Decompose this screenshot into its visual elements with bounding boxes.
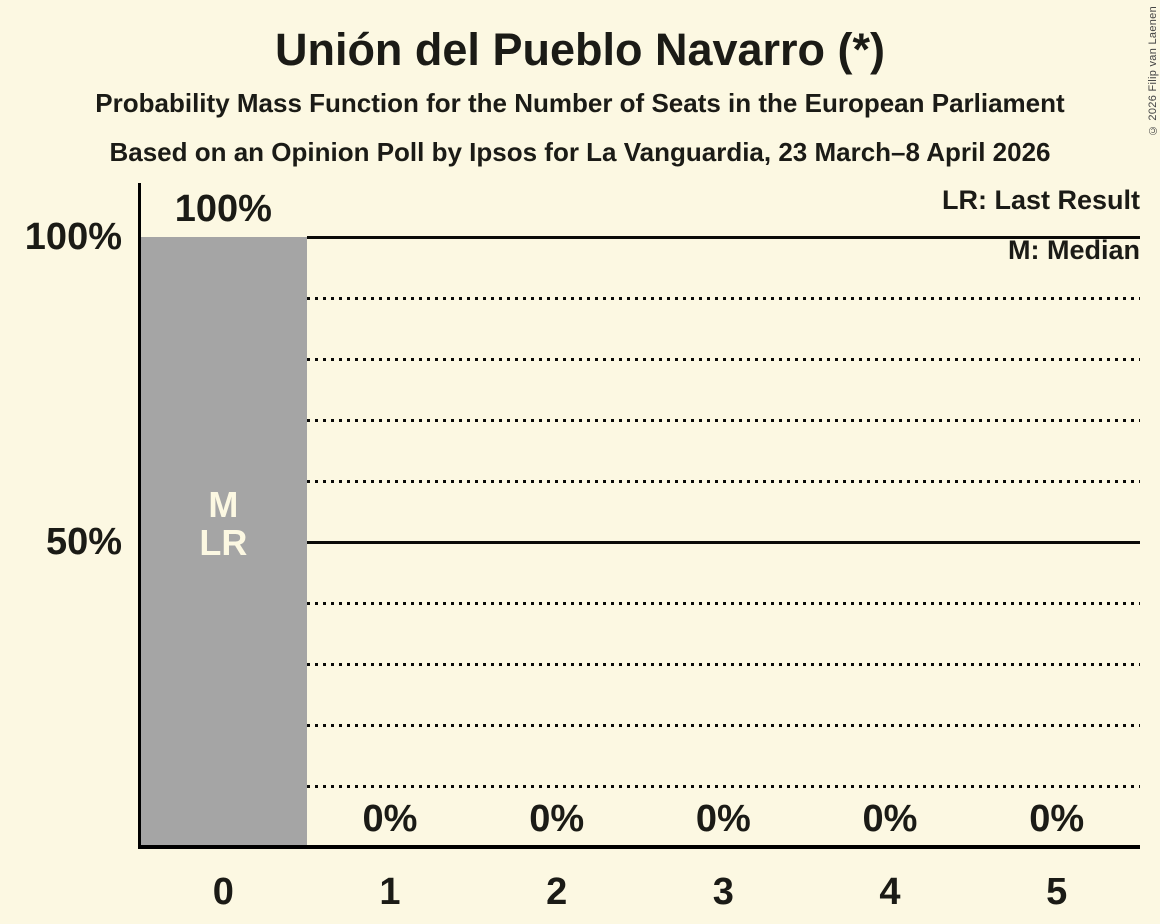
legend-median: M: Median [1008, 235, 1140, 265]
value-label-seats-0: 100% [174, 188, 272, 230]
y-tick-label-100-pct: 100% [24, 216, 122, 258]
legend-last-result: LR: Last Result [941, 185, 1140, 215]
x-tick-label-5: 5 [1046, 871, 1068, 913]
copyright-notice: © 2026 Filip van Laenen [1147, 6, 1159, 137]
x-axis-line [138, 845, 1140, 849]
gridline-80-pct [307, 358, 1140, 361]
chart-subtitle-line2: Based on an Opinion Poll by Ipsos for La Vanguardia, 23 March–8 April 2026 [109, 137, 1051, 167]
x-tick-label-4: 4 [879, 871, 901, 913]
x-tick-label-2: 2 [546, 871, 568, 913]
value-label-seats-1: 0% [362, 798, 418, 840]
value-label-seats-4: 0% [862, 798, 918, 840]
x-tick-label-0: 0 [212, 871, 234, 913]
page-title: Unión del Pueblo Navarro (*) [274, 24, 886, 75]
bar-annotation-line-m: M [208, 484, 239, 525]
gridline-70-pct [307, 419, 1140, 422]
gridline-30-pct [307, 663, 1140, 666]
value-label-seats-3: 0% [695, 798, 751, 840]
gridline-10-pct [307, 785, 1140, 788]
x-tick-label-1: 1 [379, 871, 401, 913]
gridline-90-pct [307, 297, 1140, 300]
value-label-seats-5: 0% [1029, 798, 1085, 840]
value-label-seats-2: 0% [529, 798, 585, 840]
gridline-60-pct [307, 480, 1140, 483]
bar-annotation-0 [140, 486, 307, 562]
chart-subtitle-line1: Probability Mass Function for the Number of Seats in the European Parliament [95, 88, 1065, 118]
x-tick-label-3: 3 [712, 871, 734, 913]
gridline-20-pct [307, 724, 1140, 727]
y-tick-label-50-pct: 50% [45, 521, 122, 563]
bar-annotation-line-lr: LR [199, 522, 248, 563]
gridline-50-pct [307, 541, 1140, 544]
gridline-40-pct [307, 602, 1140, 605]
